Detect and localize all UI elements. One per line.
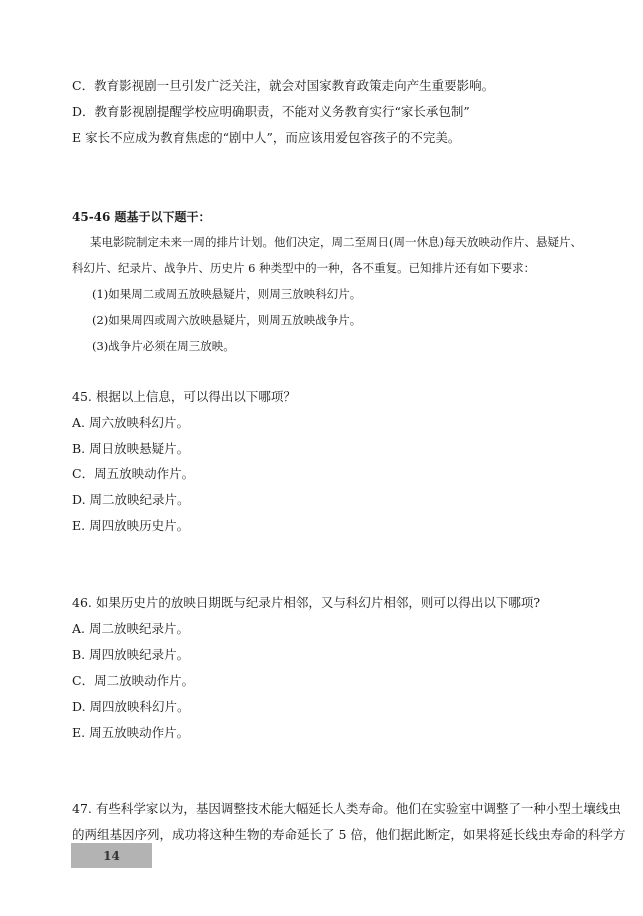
stem-heading: 45-46 题基于以下题干：	[72, 210, 211, 224]
question-47-line-2: 的两组基因序列，成功将这种生物的寿命延长了 5 倍，他们据此断定，如果将延长线虫寿命的科学方	[72, 827, 626, 842]
q45-option-e: E. 周四放映历史片。	[72, 518, 190, 533]
condition-2: (2)如果周四或周六放映悬疑片，则周五放映战争片。	[92, 313, 362, 327]
page-number-badge	[71, 843, 152, 868]
q46-option-c: C．周二放映动作片。	[72, 673, 195, 688]
question-47-line-1: 47. 有些科学家以为，基因调整技术能大幅延长人类寿命。他们在实验室中调整了一种小型土壤线虫	[72, 801, 621, 816]
condition-3: (3)战争片必须在周三放映。	[92, 339, 235, 353]
q46-option-b: B. 周四放映纪录片。	[72, 647, 190, 662]
question-46: 46. 如果历史片的放映日期既与纪录片相邻，又与科幻片相邻，则可以得出以下哪项?	[72, 595, 541, 610]
q45-option-c: C．周五放映动作片。	[72, 466, 195, 481]
stem-paragraph-line-2: 科幻片、纪录片、战争片、历史片 6 种类型中的一种，各不重复。已知排片还有如下要求：	[72, 261, 536, 275]
q45-option-d: D. 周二放映纪录片。	[72, 492, 190, 507]
page-number: 14	[103, 848, 120, 863]
prev-option-e: E 家长不应成为教育焦虑的“剧中人”，而应该用爱包容孩子的不完美。	[72, 130, 461, 145]
prev-option-d: D．教育影视剧提醒学校应明确职责，不能对义务教育实行“家长承包制”	[72, 104, 470, 119]
condition-1: (1)如果周二或周五放映悬疑片，则周三放映科幻片。	[92, 287, 362, 301]
q45-option-a: A. 周六放映科幻片。	[72, 415, 189, 430]
stem-paragraph-line-1: 某电影院制定未来一周的排片计划。他们决定，周二至周日(周一休息)每天放映动作片、悬疑片、	[90, 235, 582, 249]
q46-option-e: E. 周五放映动作片。	[72, 725, 190, 740]
q46-option-a: A. 周二放映纪录片。	[72, 621, 189, 636]
prev-option-c: C．教育影视剧一旦引发广泛关注，就会对国家教育政策走向产生重要影响。	[72, 78, 495, 93]
q45-option-b: B. 周日放映悬疑片。	[72, 441, 190, 456]
q46-option-d: D. 周四放映科幻片。	[72, 699, 190, 714]
question-45: 45. 根据以上信息，可以得出以下哪项？	[72, 389, 296, 404]
